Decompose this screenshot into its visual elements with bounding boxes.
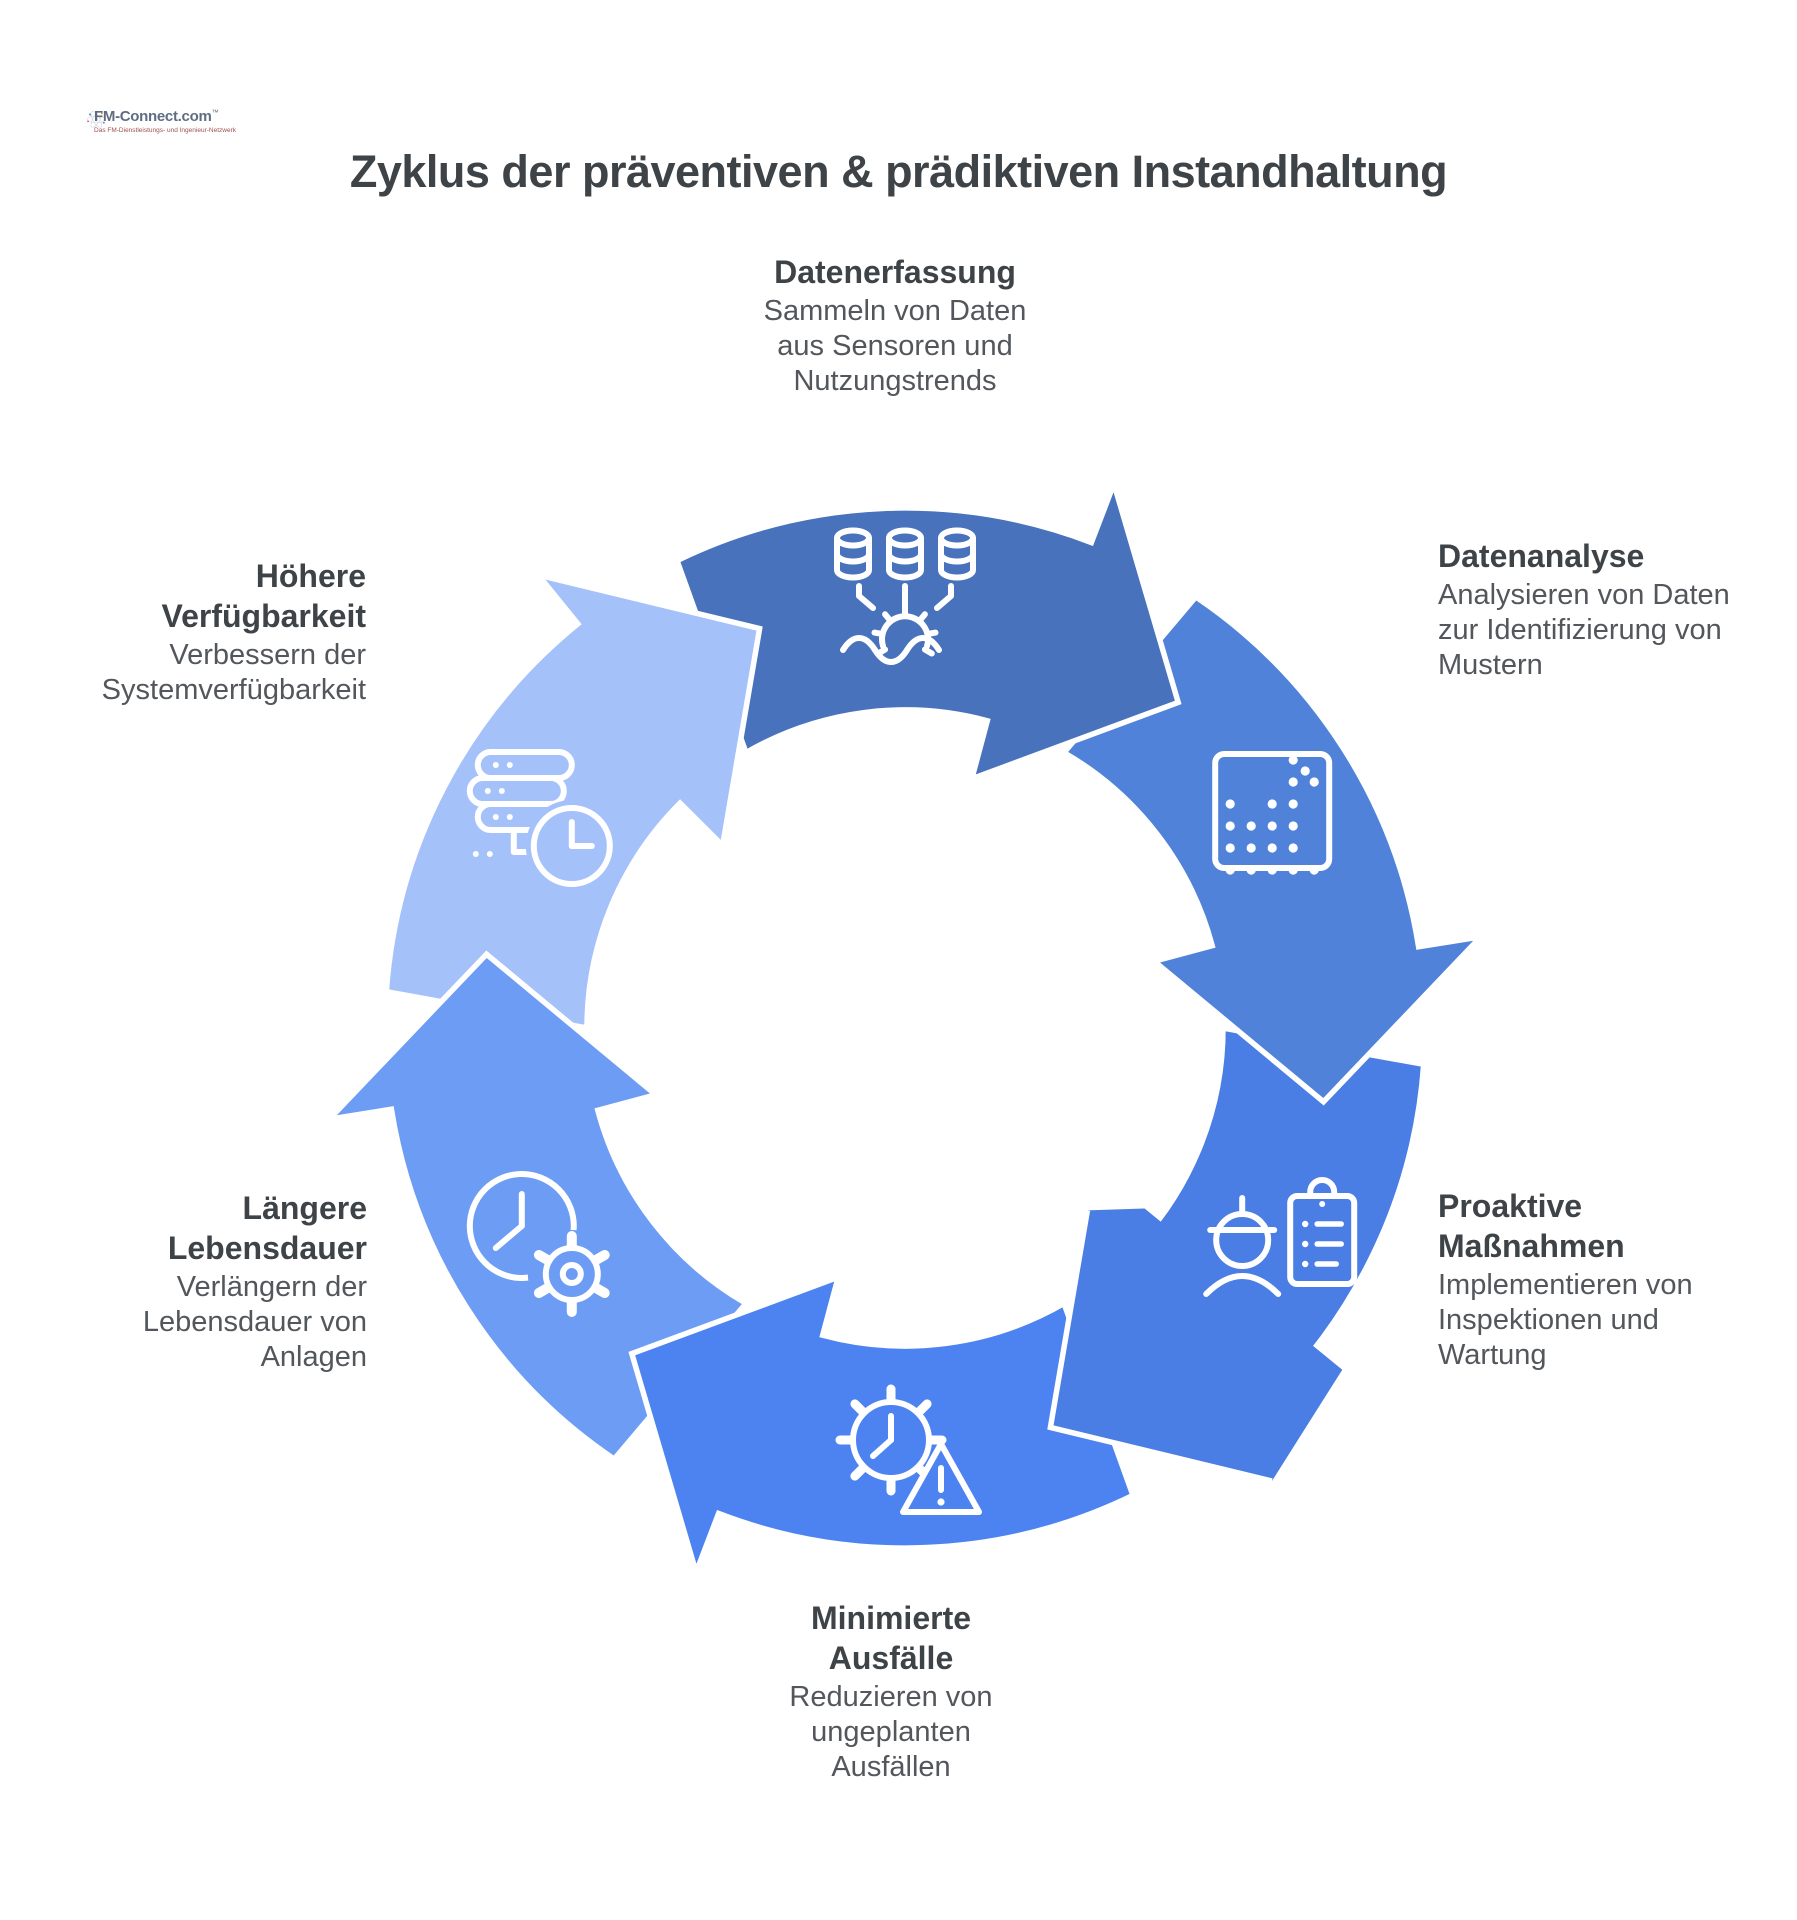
segment-desc: Reduzieren von ungeplanten Ausfällen [789, 1681, 993, 1783]
label-datenerfassung [760, 252, 1030, 399]
segment-title: Datenerfassung [774, 254, 1016, 290]
segment-desc: Analysieren von Daten zur Identifizierung von Mustern [1438, 579, 1730, 681]
label-datenanalyse [1438, 536, 1730, 683]
segment-title: Höhere Verfügbarkeit [161, 558, 366, 634]
logo-name: FM-Connect.com [94, 108, 212, 125]
segment-desc: Sammeln von Daten aus Sensoren und Nutzungstrends [763, 295, 1027, 397]
label-proaktive-massnahmen [1438, 1186, 1723, 1373]
segment-title: Proaktive Maßnahmen [1438, 1188, 1625, 1264]
logo-trademark: ™ [211, 109, 219, 117]
label-laengere-lebensdauer [97, 1188, 367, 1375]
label-minimierte-ausfaelle [755, 1598, 1027, 1785]
page-title: Zyklus der präventiven & prädiktiven Instandhaltung [349, 146, 1448, 198]
label-hoehere-verfuegbarkeit [86, 556, 366, 708]
segment-desc: Verlängern der Lebensdauer von Anlagen [142, 1271, 367, 1373]
segment-title: Längere Lebensdauer [167, 1190, 367, 1266]
segment-desc: Implementieren von Inspektionen und Wartung [1438, 1269, 1693, 1371]
segment-title: Minimierte Ausfälle [810, 1600, 972, 1676]
logo-tagline: Das FM-Dienstleistungs- und Ingenieur-Netzwerk [94, 127, 236, 134]
segment-desc: Verbessern der Systemverfügbarkeit [101, 639, 366, 706]
segment-title: Datenanalyse [1438, 538, 1645, 574]
